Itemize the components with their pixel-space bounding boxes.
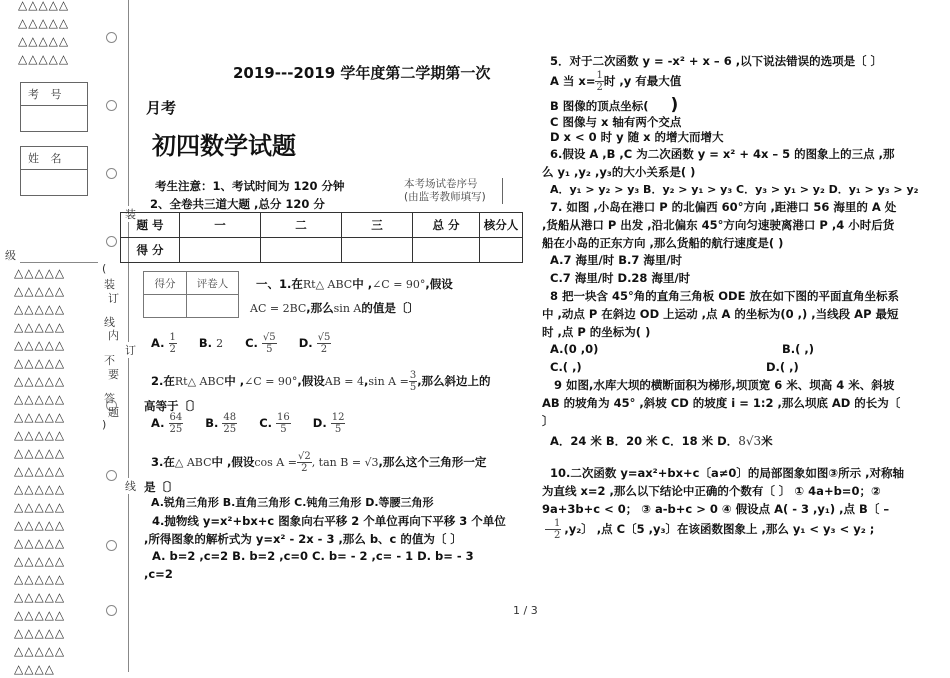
q2-text: 中 , — [224, 374, 245, 388]
question-2 — [151, 370, 491, 393]
question-8: 8 把一块含 45°角的直角三角板 ODE 放在如下图的平面直角坐标系中 ,动点 P 在斜边 OD 上运动 ,点 A 的坐标为(0 ,) ,当线段 AP 最短时 ,点 P 的坐标为( ) — [542, 289, 899, 339]
binding-hole — [106, 100, 117, 111]
question-1-options — [151, 332, 331, 355]
q2-option-a[interactable]: A. $\frac{64}{25}$ — [151, 412, 183, 435]
q2-text: ,那么斜边上的 — [417, 374, 491, 388]
question-1 — [256, 275, 453, 294]
seal-char: ( — [102, 262, 107, 275]
grader-name-label: 评卷人 — [187, 272, 239, 295]
score-cell[interactable] — [413, 238, 480, 263]
triangle-row: △△△△△ — [14, 608, 66, 622]
q10-frac-num: 1 — [545, 518, 561, 530]
grader-score-label: 得分 — [144, 272, 187, 295]
question-5-option-c[interactable]: C 图像与 x 轴有两个交点 — [550, 115, 682, 129]
score-header-cell: 三 — [342, 213, 413, 238]
exam-number-label: 考 号 — [28, 88, 66, 101]
exam-title-line1b: 月考 — [146, 99, 177, 117]
triangle-row: △△△△ — [14, 662, 55, 676]
q1-math: AC = 2BC — [250, 302, 307, 315]
q3-math: △ ABC — [174, 456, 212, 469]
q2-math: sin A = — [368, 375, 409, 388]
question-3-options[interactable]: A.锐角三角形 B.直角三角形 C.钝角三角形 D.等腰三角形 — [151, 496, 434, 509]
binding-line — [128, 0, 129, 672]
seal-char: 答 — [104, 392, 115, 405]
q1-math: ∠C = 90° — [372, 278, 426, 291]
seal-char: 装 — [104, 278, 115, 291]
q5-b-paren: ) — [670, 95, 679, 115]
question-5-option-a[interactable] — [550, 70, 681, 93]
q3-text: ,那么这个三角形一定 — [378, 455, 487, 469]
triangle-row: △△△△△ — [14, 446, 66, 460]
question-10 — [542, 464, 904, 541]
seal-char: 装 — [125, 208, 136, 221]
q2-math: Rt△ ABC — [174, 375, 225, 388]
triangle-row: △△△△△ — [14, 626, 66, 640]
question-2-cont: 高等于〔〕 — [144, 399, 202, 413]
triangle-row: △△△△△ — [14, 392, 66, 406]
score-table — [120, 212, 523, 263]
q9-d-value: 8√3 — [738, 434, 762, 448]
q2-frac-num: 3 — [409, 370, 417, 381]
score-header-cell: 核分人 — [480, 213, 523, 238]
question-8-option-c[interactable]: C.( ,) — [550, 360, 582, 374]
question-9: 9 如图,水库大坝的横断面积为梯形,坝顶宽 6 米、坝高 4 米、斜坡 AB 的坡角为 45° ,斜坡 CD 的坡度 i = 1:2 ,那么坝底 AD 的长为〔 〕 — [542, 378, 901, 428]
q3-text: 3.在 — [151, 455, 175, 469]
question-5: 5．对于二次函数 y = -x² + x – 6 ,以下说法错误的选项是〔 〕 — [550, 54, 883, 68]
triangle-row: △△△△△ — [14, 518, 66, 532]
page-number: 1 / 3 — [513, 604, 538, 617]
score-header-cell: 题 号 — [121, 213, 180, 238]
q2-text: 2.在 — [151, 374, 175, 388]
triangle-row: △△△△△ — [14, 590, 66, 604]
question-3 — [151, 451, 486, 474]
q5-a-text: A 当 x= — [550, 74, 596, 88]
question-9-options[interactable] — [550, 432, 773, 450]
q5-a-text: 时 ,y 有最大值 — [603, 74, 682, 88]
q5-frac-den: 2 — [596, 82, 603, 93]
notice-line1: 考生注意：1、考试时间为 120 分钟 — [155, 179, 345, 193]
binding-hole — [106, 32, 117, 43]
q2-math: ∠C = 90° — [244, 375, 298, 388]
score-cell[interactable] — [480, 238, 523, 263]
q1-option-a[interactable]: A. $\frac{1}{2}$ — [151, 332, 176, 355]
triangle-row: △△△△△ — [14, 320, 66, 334]
question-4-options[interactable]: A. b=2 ,c=2 B. b=2 ,c=0 C. b= - 2 ,c= - 1 D. b= - 3 ,c=2 — [144, 549, 474, 581]
q10-text: ,y₂〕 ,点 C〔5 ,y₃〕在该函数图象上 ,那么 y₁ < y₃ < y₂ ; — [564, 522, 875, 536]
seat-note-line2: (由监考教师填写) — [404, 191, 486, 203]
q2-text: ,假设 — [297, 374, 325, 388]
question-7-options-2[interactable]: C.7 海里/时 D.28 海里/时 — [550, 271, 691, 285]
question-3-cont: 是〔〕 — [144, 480, 179, 494]
seal-char: 不 — [104, 354, 115, 367]
q1-option-b[interactable]: B. 2 — [198, 336, 224, 350]
q1-option-d[interactable]: D. $\frac{√5}{2}$ — [298, 332, 331, 355]
grader-table — [143, 271, 239, 318]
grader-name-cell[interactable] — [187, 295, 239, 318]
triangle-row: △△△△△ — [14, 284, 66, 298]
q2-option-c[interactable]: C. $\frac{16}{5}$ — [259, 412, 290, 435]
score-header-cell: 总 分 — [413, 213, 480, 238]
exam-title-line1: 2019---2019 学年度第二学期第一次 — [233, 64, 491, 82]
q1-text: ,假设 — [425, 277, 453, 291]
score-cell[interactable] — [180, 238, 261, 263]
question-6: 6.假设 A ,B ,C 为二次函数 y = x² + 4x – 5 的图象上的三点 ,那么 y₁ ,y₂ ,y₃的大小关系是( ) — [542, 147, 895, 179]
triangle-row: △△△△△ — [14, 266, 66, 280]
q10-frac-den: 2 — [554, 530, 561, 541]
seal-char: 要 — [108, 368, 119, 381]
seal-char: 线 — [104, 316, 115, 329]
notice-line2: 2、全卷共三道大题 ,总分 120 分 — [150, 197, 325, 211]
binding-hole — [106, 540, 117, 551]
seat-note-divider — [502, 178, 503, 204]
q2-frac-den: 5 — [409, 382, 417, 393]
triangle-row: △△△△△ — [14, 536, 66, 550]
class-underline — [20, 262, 98, 263]
q2-option-d[interactable]: D. $\frac{12}{5}$ — [312, 412, 345, 435]
triangle-row: △△△△△ — [14, 338, 66, 352]
question-6-options[interactable]: A．y₁ > y₂ > y₃ B．y₂ > y₁ > y₃ C．y₃ > y₁ > y₂ D．y₁ > y₃ > y₂ — [550, 183, 919, 196]
score-header-cell: 二 — [261, 213, 342, 238]
triangle-row: △△△△△ — [18, 16, 70, 30]
question-8-option-d[interactable]: D.( ,) — [766, 360, 799, 374]
question-1-cont — [250, 299, 419, 318]
q3-math: cos A = — [254, 456, 297, 469]
seal-char: 订 — [108, 292, 119, 305]
triangle-row: △△△△△ — [14, 302, 66, 316]
binding-hole — [106, 470, 117, 481]
q9-options-text: A．24 米 B．20 米 C．18 米 D． — [550, 434, 739, 448]
q5-b-text: B 图像的顶点坐标( — [550, 99, 649, 113]
grader-score-cell[interactable] — [144, 295, 187, 318]
triangle-row: △△△△△ — [14, 554, 66, 568]
seal-char: 内 — [108, 329, 119, 342]
question-7-options-1[interactable]: A.7 海里/时 B.7 海里/时 — [550, 253, 683, 267]
question-5-option-d[interactable]: D x < 0 时 y 随 x 的增大而增大 — [550, 130, 724, 144]
binding-hole — [106, 236, 117, 247]
q1-math: sin A — [333, 302, 362, 315]
triangle-row: △△△△△ — [14, 572, 66, 586]
binding-hole — [106, 168, 117, 179]
q1-option-c[interactable]: C. $\frac{√5}{5}$ — [245, 332, 276, 355]
q1-math: Rt△ ABC — [302, 278, 353, 291]
seal-char: 线 — [125, 480, 136, 493]
q1-text: 一、1.在 — [256, 277, 303, 291]
question-8-option-b[interactable]: B.( ,) — [782, 342, 815, 356]
q1-text: ,那么 — [306, 301, 334, 315]
q3-text: 中 ,假设 — [211, 455, 255, 469]
binding-hole — [106, 605, 117, 616]
triangle-row: △△△△△ — [18, 0, 70, 12]
q2-option-b[interactable]: B. $\frac{48}{25}$ — [205, 412, 237, 435]
name-label: 姓 名 — [28, 152, 66, 165]
seal-char: 题 — [108, 406, 119, 419]
q10-text: 10.二次函数 y=ax²+bx+c〔a≠0〕的局部图象如图③所示 ,对称轴为直线 x=2 ,那么以下结论中正确的个数有〔 〕 ① 4a+b=0；② 9a+3b+c < 0； ③ a-b+c > 0 ④ 假设点 A( - 3 ,y₁) ,点 B〔 – — [542, 466, 904, 516]
q9-d-unit: 米 — [761, 434, 773, 448]
q3-math: , tan B = √3 — [311, 456, 379, 469]
triangle-row: △△△△△ — [14, 428, 66, 442]
triangle-row: △△△△△ — [14, 356, 66, 370]
score-row-label: 得 分 — [121, 238, 180, 263]
triangle-row: △△△△△ — [18, 34, 70, 48]
triangle-row: △△△△△ — [14, 410, 66, 424]
triangle-row: △△△△△ — [14, 500, 66, 514]
seal-char: ) — [102, 418, 107, 431]
triangle-row: △△△△△ — [14, 464, 66, 478]
triangle-row: △△△△△ — [14, 644, 66, 658]
q3-frac-den: 2 — [301, 463, 308, 474]
q3-frac-num: √2 — [297, 451, 311, 462]
exam-title-line2: 初四数学试题 — [152, 131, 296, 160]
score-cell[interactable] — [261, 238, 342, 263]
question-4: 4.抛物线 y=x²+bx+c 图象向右平移 2 个单位再向下平移 3 个单位 ,所得图象的解析式为 y=x² - 2x - 3 ,那么 b、c 的值为〔 〕 — [144, 514, 506, 546]
question-7: 7. 如图 ,小岛在港口 P 的北偏西 60°方向 ,距港口 56 海里的 A 处 ,货船从港口 P 出发 ,沿北偏东 45°方向匀速驶离港口 P ,4 小时后货船在小岛的正东方向 ,那么货船的航行速度是( ) — [542, 200, 897, 250]
triangle-row: △△△△△ — [14, 482, 66, 496]
seat-note-line1: 本考场试卷序号 — [404, 178, 478, 190]
triangle-row: △△△△△ — [14, 374, 66, 388]
class-label: 级 — [5, 249, 16, 262]
q2-text: , — [364, 374, 369, 388]
score-cell[interactable] — [342, 238, 413, 263]
q1-text: 中 , — [352, 277, 373, 291]
triangle-row: △△△△△ — [18, 52, 70, 66]
q2-math: AB = 4 — [324, 375, 365, 388]
question-2-options — [151, 412, 345, 435]
q1-text: 的值是〔〕 — [361, 301, 419, 315]
question-8-option-a[interactable]: A.(0 ,0) — [550, 342, 599, 356]
seal-char: 订 — [125, 344, 136, 357]
q5-frac-num: 1 — [596, 70, 603, 81]
score-header-cell: 一 — [180, 213, 261, 238]
